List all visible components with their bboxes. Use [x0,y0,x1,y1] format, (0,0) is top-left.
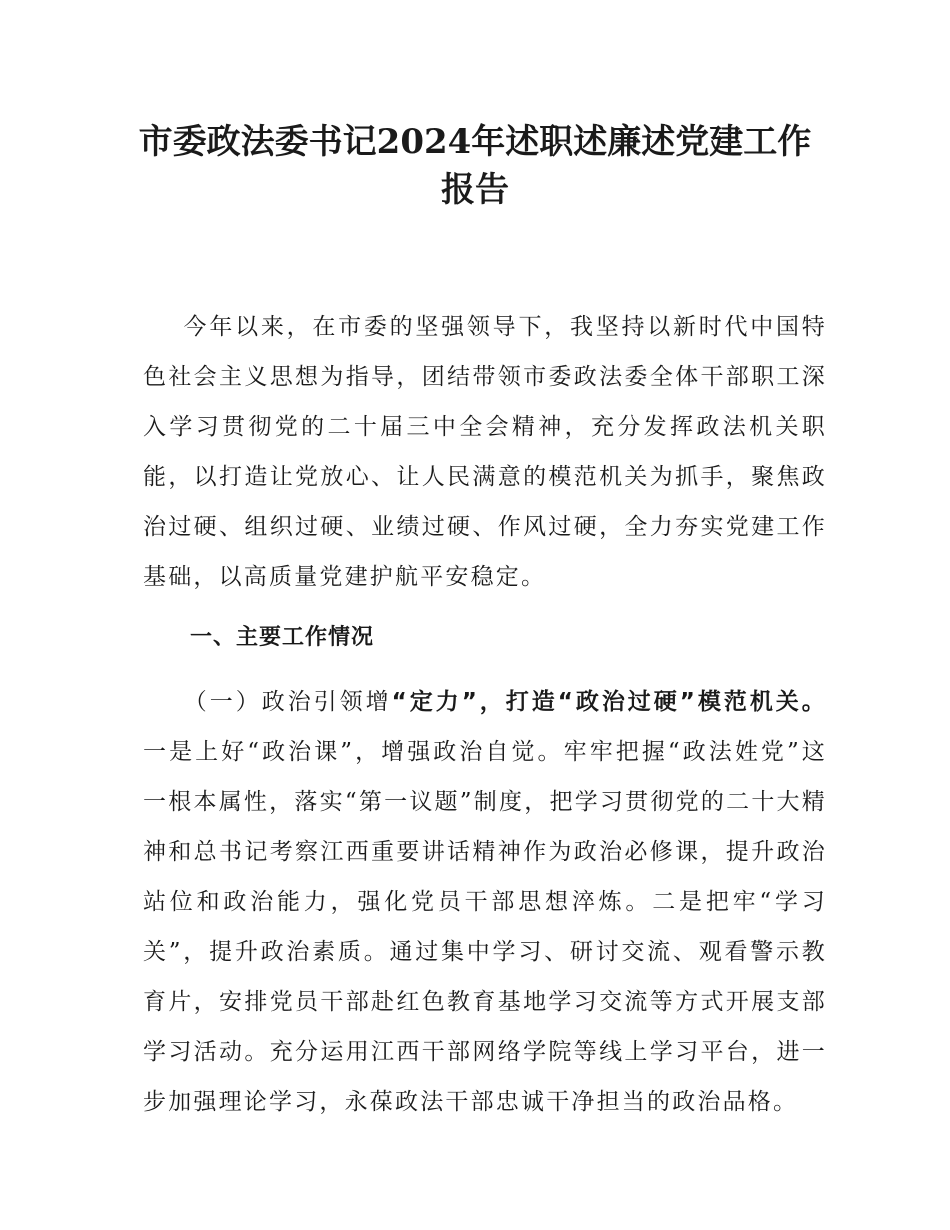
paragraph2-bold-heading: “定力”，打造“政治过硬”模范机关。 [391,689,827,715]
document-title-line1: 市委政法委书记2024年述职述廉述党建工作 [138,122,812,162]
document-title-line2: 报告 [441,170,509,210]
paragraph2-rest: 一是上好“政治课”，增强政治自觉。牢牢把握“政法姓党”这一根本属性，落实“第一议题”制度，把学习贯彻党的二十大精神和总书记考察江西重要讲话精神作为政治必修课，提升政治站位和政治能力，强化党员干部思想淬炼。二是把牢“学习关”，提升政治素质。通过集中学习、研讨交流、观看警示教育片，安排党员干部赴红色教育基地学习交流等方式开展支部学习活动。充分运用江西干部网络学院等线上学习平台，进一步加强理论学习，永葆政法干部忠诚干净担当的政治品格。 [143,739,827,1115]
intro-paragraph [143,302,827,602]
intro-paragraph-text: 今年以来，在市委的坚强领导下，我坚持以新时代中国特色社会主义思想为指导，团结带领市委政法委全体干部职工深入学习贯彻党的二十届三中全会精神，充分发挥政法机关职能，以打造让党放心、让人民满意的模范机关为抓手，聚焦政治过硬、组织过硬、业绩过硬、作风过硬，全力夯实党建工作基础，以高质量党建护航平安稳定。 [143,314,827,590]
political-leadership-paragraph [143,677,827,1127]
section-heading-main-work: 一、主要工作情况 [190,625,375,650]
paragraph2-prefix: （一）政治引领增 [183,689,392,715]
